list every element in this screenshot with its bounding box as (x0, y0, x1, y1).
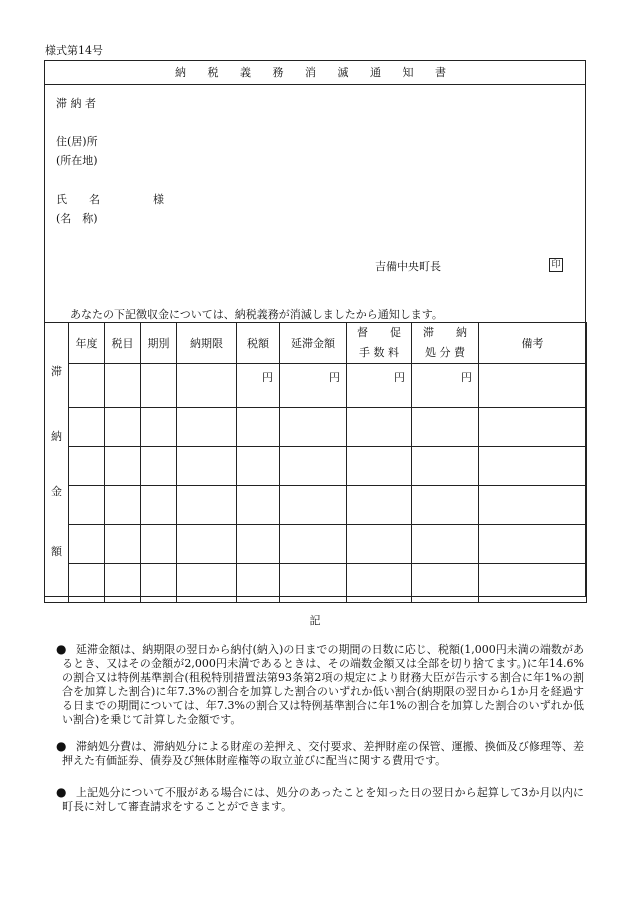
cell-disposition-fee[interactable] (412, 447, 479, 486)
table-row (45, 486, 587, 525)
notice-message: あなたの下記徴収金については、納税義務が消滅しましたから通知します。 (70, 308, 443, 321)
arrears-table (44, 322, 587, 603)
cell-year[interactable] (69, 525, 105, 564)
cell-period[interactable] (141, 525, 177, 564)
cell-late-fee[interactable] (280, 408, 347, 447)
seal-mark: 印 (549, 258, 563, 272)
cell-remarks[interactable] (479, 486, 587, 525)
form-number: 様式第14号 (45, 44, 103, 57)
cell-year[interactable] (69, 364, 105, 408)
cell-late-fee[interactable] (280, 447, 347, 486)
bullet-icon: ● (56, 785, 67, 799)
cell-tax-amount[interactable] (237, 408, 280, 447)
header-tax-amount: 税額 (237, 323, 280, 364)
cell-tax-amount[interactable] (237, 564, 280, 603)
header-reminder-fee-line2: 手 数 料 (359, 346, 399, 359)
cell-late-fee[interactable]: 円 (280, 364, 347, 408)
header-disposition-fee-line2: 処 分 費 (425, 346, 465, 359)
header-reminder-fee (347, 323, 412, 364)
cell-tax-item[interactable] (105, 447, 141, 486)
header-year: 年度 (69, 323, 105, 364)
cell-tax-amount[interactable]: 円 (237, 364, 280, 408)
cell-tax-item[interactable] (105, 525, 141, 564)
cell-disposition-fee[interactable]: 円 (412, 364, 479, 408)
header-period: 期別 (141, 323, 177, 364)
cell-remarks[interactable] (479, 564, 587, 603)
table-row (45, 364, 587, 408)
cell-reminder-fee[interactable] (347, 408, 412, 447)
cell-tax-amount[interactable] (237, 486, 280, 525)
taxpayer-label: 滞 納 者 (56, 97, 96, 110)
cell-period[interactable] (141, 447, 177, 486)
name-label: 氏 名 (56, 193, 100, 206)
cell-year[interactable] (69, 408, 105, 447)
cell-due-date[interactable] (177, 408, 237, 447)
header-reminder-fee-line1: 督 促 (357, 326, 401, 339)
cell-due-date[interactable] (177, 525, 237, 564)
cell-remarks[interactable] (479, 364, 587, 408)
issuer-name: 吉備中央町長 (375, 260, 441, 273)
cell-due-date[interactable] (177, 486, 237, 525)
cell-late-fee[interactable] (280, 486, 347, 525)
cell-tax-item[interactable] (105, 564, 141, 603)
document-title: 納 税 義 務 消 滅 通 知 書 (44, 60, 586, 85)
side-char: 額 (51, 545, 62, 558)
cell-reminder-fee[interactable]: 円 (347, 364, 412, 408)
header-late-fee: 延滞金額 (280, 323, 347, 364)
ki-heading: 記 (309, 614, 321, 627)
cell-disposition-fee[interactable] (412, 408, 479, 447)
cell-tax-item[interactable] (105, 408, 141, 447)
honorific: 様 (153, 193, 164, 206)
cell-tax-amount[interactable] (237, 447, 280, 486)
cell-disposition-fee[interactable] (412, 564, 479, 603)
location-label: (所在地) (56, 154, 98, 167)
header-disposition-fee-line1: 滞 納 (423, 326, 467, 339)
cell-reminder-fee[interactable] (347, 564, 412, 603)
cell-due-date[interactable] (177, 447, 237, 486)
cell-reminder-fee[interactable] (347, 447, 412, 486)
cell-due-date[interactable] (177, 364, 237, 408)
cell-late-fee[interactable] (280, 564, 347, 603)
note-disposition-fee: 滞納処分費は、滞納処分による財産の差押え、交付要求、差押財産の保管、運搬、換価及び修理等、差押えた有価証券、債券及び無体財産権等の取立並びに配当に関する費用です。 (62, 740, 584, 767)
bullet-icon: ● (56, 642, 67, 656)
address-label: 住(居)所 (56, 135, 98, 148)
cell-tax-amount[interactable] (237, 525, 280, 564)
table-row (45, 408, 587, 447)
header-remarks: 備考 (479, 323, 587, 364)
cell-period[interactable] (141, 486, 177, 525)
cell-tax-item[interactable] (105, 364, 141, 408)
header-due-date: 納期限 (177, 323, 237, 364)
bullet-icon: ● (56, 739, 67, 753)
cell-period[interactable] (141, 564, 177, 603)
cell-disposition-fee[interactable] (412, 486, 479, 525)
cell-year[interactable] (69, 447, 105, 486)
name-sub-label: (名 称) (56, 212, 98, 225)
cell-reminder-fee[interactable] (347, 525, 412, 564)
note-late-fee: 延滞金額は、納期限の翌日から納付(納入)の日までの期間の日数に応じ、税額(1,000円未満の端数があるとき、又はその金額が2,000円未満であるときは、その端数金額又は全部を切り捨てます。)に年14.6%の割合又は特例基準割合(租税特別措置法第93条第2項の規定により財務大臣が告示する割合に年1%の割合を加算した割合)に年7.3%の割合を加算した割合のいずれか低い割合(納期限の翌日から1か月を経過する日までの期間については、年7.3%の割合又は特例基準割合に年1%の割合を加算した割合のいずれか低い割合)を乗じて計算した金額です。 (62, 643, 584, 726)
cell-remarks[interactable] (479, 447, 587, 486)
cell-disposition-fee[interactable] (412, 525, 479, 564)
header-tax-item: 税目 (105, 323, 141, 364)
side-char: 滞 (51, 365, 62, 378)
table-row (45, 447, 587, 486)
cell-period[interactable] (141, 364, 177, 408)
table-row (45, 525, 587, 564)
cell-remarks[interactable] (479, 408, 587, 447)
header-disposition-fee (412, 323, 479, 364)
side-char: 金 (51, 485, 62, 498)
note-appeal: 上記処分について不服がある場合には、処分のあったことを知った日の翌日から起算して3か月以内に町長に対して審査請求をすることができます。 (62, 786, 584, 813)
cell-period[interactable] (141, 408, 177, 447)
cell-reminder-fee[interactable] (347, 486, 412, 525)
cell-year[interactable] (69, 564, 105, 603)
side-char: 納 (51, 430, 62, 443)
cell-tax-item[interactable] (105, 486, 141, 525)
table-row (45, 564, 587, 603)
arrears-side-label (45, 323, 69, 603)
cell-due-date[interactable] (177, 564, 237, 603)
cell-late-fee[interactable] (280, 525, 347, 564)
cell-remarks[interactable] (479, 525, 587, 564)
cell-year[interactable] (69, 486, 105, 525)
